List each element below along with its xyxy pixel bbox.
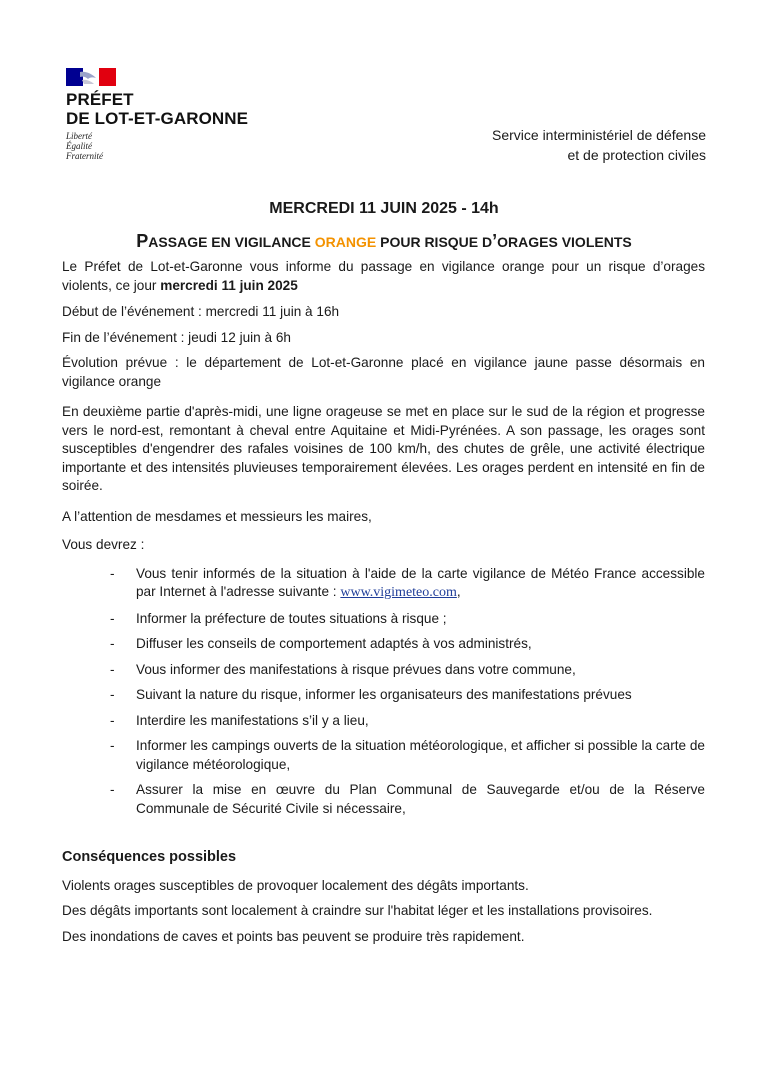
prefecture-logo: [66, 68, 248, 161]
bulletin-date-title: MERCREDI 11 JUIN 2025 - 14h: [269, 200, 499, 217]
list-item-text: Diffuser les conseils de comportement adaptés à vos administrés,: [136, 636, 532, 651]
list-item: [110, 686, 705, 705]
mayors-attention: A l’attention de mesdames et messieurs les maires,: [62, 508, 372, 524]
bulletin-body: [62, 258, 705, 953]
list-item-text: Suivant la nature du risque, informer les organisateurs des manifestations prévues: [136, 687, 632, 702]
vigimeteo-link[interactable]: www.vigimeteo.com: [340, 585, 457, 600]
bulletin-main-title: [0, 229, 768, 254]
list-item: [110, 781, 705, 818]
title-part1: ASSAGE EN VIGILANCE: [148, 234, 315, 250]
consequence-line: Des inondations de caves et points bas peuvent se produire très rapidement.: [62, 928, 525, 944]
list-item: [110, 712, 705, 731]
consequences-heading: Conséquences possibles: [62, 849, 237, 865]
marianne-flag-icon: [66, 68, 116, 86]
motto-liberte: Liberté: [66, 131, 92, 141]
list-item-text: Informer la préfecture de toutes situations à risque ;: [136, 610, 447, 626]
list-item: [110, 565, 705, 603]
service-line1: Service interministériel de défense: [492, 127, 706, 143]
dash-bullet: -: [110, 782, 115, 797]
list-item: [110, 737, 705, 774]
title-orange-word: ORANGE: [314, 234, 377, 250]
consequence-line: Violents orages susceptibles de provoquer localement des dégâts importants.: [62, 877, 529, 893]
intro-paragraph: [62, 258, 705, 295]
intro-date: mercredi 11 juin 2025: [160, 277, 298, 293]
dash-bullet: -: [110, 565, 115, 581]
event-end: Fin de l’événement : jeudi 12 juin à 6h: [62, 329, 291, 345]
mayors-must: Vous devrez :: [62, 537, 145, 552]
title-apostrophe: ’: [492, 231, 498, 251]
list-item: [110, 661, 705, 680]
title-part3: ORAGES VIOLENTS: [497, 234, 632, 250]
list-item-text: Vous informer des manifestations à risque prévues dans votre commune,: [136, 661, 576, 677]
list-item-text: Informer les campings ouverts de la situation météorologique, et afficher si possible la carte de vigilance météorologique,: [136, 738, 705, 772]
motto-egalite: Égalité: [66, 141, 92, 151]
list-item-text: Interdire les manifestations s’il y a lieu,: [136, 712, 369, 728]
mayors-action-list: [62, 565, 705, 819]
list-item-text: Vous tenir informés de la situation à l'aide de la carte vigilance de Météo France accessible par Internet à l'adresse suivante :: [136, 565, 705, 599]
event-evolution: Évolution prévue : le département de Lot-et-Garonne placé en vigilance jaune passe désormais en vigilance orange: [62, 355, 705, 389]
prefet-line1: PRÉFET: [66, 90, 134, 109]
dash-bullet: -: [110, 687, 115, 702]
list-item-suffix: ,: [456, 584, 461, 599]
dash-bullet: -: [110, 712, 115, 728]
list-item: [110, 635, 705, 654]
title-part2: POUR RISQUE D: [376, 234, 493, 250]
service-line2: et de protection civiles: [567, 147, 706, 163]
list-item: [110, 610, 705, 629]
consequence-line: Des dégâts importants sont localement à craindre sur l'habitat léger et les installations provisoires.: [62, 903, 653, 918]
title-initial: P: [136, 231, 149, 251]
motto-fraternite: Fraternité: [66, 151, 103, 161]
prefet-line2: DE LOT-ET-GARONNE: [66, 109, 249, 128]
prefet-title: [66, 90, 248, 128]
dash-bullet: -: [110, 636, 115, 651]
list-item-text: Assurer la mise en œuvre du Plan Communal de Sauvegarde et/ou de la Réserve Communale de Sécurité Civile si nécessaire,: [136, 782, 705, 816]
event-start: Début de l’événement : mercredi 11 juin à 16h: [62, 304, 340, 319]
dash-bullet: -: [110, 738, 115, 753]
dash-bullet: -: [110, 610, 115, 626]
weather-description: En deuxième partie d'après-midi, une ligne orageuse se met en place sur le sud de la région et progresse vers le nord-est, remontant à cheval entre Aquitaine et Midi-Pyrénées. A son passage, les orages sont susceptibles d'engendrer des rafales voisines de 100 km/h, des chutes de grêle, une activité électrique importante et des intensités pluvieuses temporairement élevées. Les orages perdent en intensité en fin de soirée.: [62, 404, 705, 493]
republic-motto: [66, 131, 248, 161]
intro-text: Le Préfet de Lot-et-Garonne vous informe du passage en vigilance orange pour un risque d’orages violents, ce jour: [62, 259, 705, 293]
dash-bullet: -: [110, 661, 115, 677]
service-name: [492, 125, 706, 165]
